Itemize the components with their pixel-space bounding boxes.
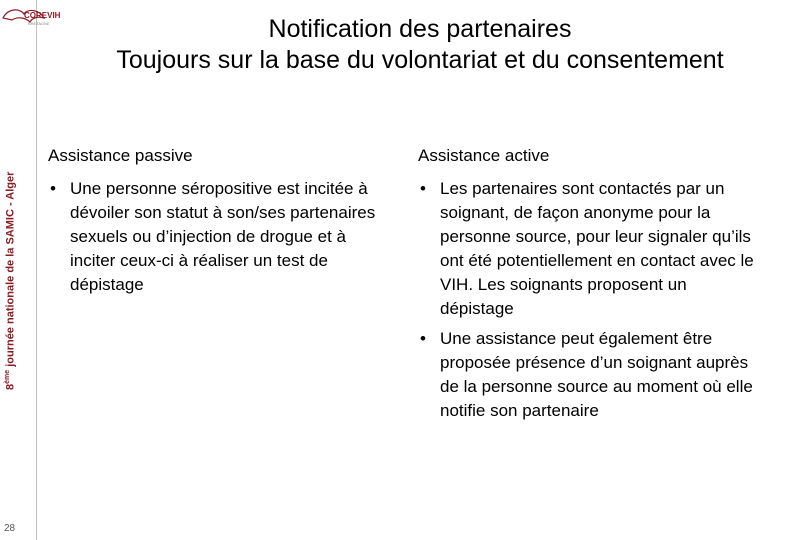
event-label-prefix: 8: [4, 383, 17, 390]
bullet-icon: •: [420, 329, 426, 348]
list-item-text: Une assistance peut également être proposée présence d’un soignant auprès de la personne source au moment où elle notifie son partenaire: [440, 329, 753, 420]
column-active: [418, 145, 758, 429]
svg-text:COREVIH: COREVIH: [24, 11, 61, 20]
bullet-list: [418, 177, 758, 423]
column-passive: [48, 145, 378, 303]
column-heading: Assistance active: [418, 146, 550, 165]
slide-title: [40, 14, 800, 76]
list-item: [418, 327, 758, 423]
bullet-list: [48, 177, 378, 297]
title-line-1: Notification des partenaires: [268, 15, 572, 43]
event-label-text: journée nationale de la SAMIC - Alger: [4, 171, 17, 370]
sidebar-divider: [36, 0, 37, 540]
bullet-icon: •: [420, 179, 426, 198]
list-item-text: Les partenaires sont contactés par un soignant, de façon anonyme pour la personne source, pour leur signaler qu’ils ont été potentiellement en contact avec le VIH. Les soignants proposent un dépistage: [440, 179, 754, 318]
event-label: [4, 172, 17, 390]
event-label-superscript: ème: [4, 369, 11, 384]
svg-text:BRETAGNE: BRETAGNE: [28, 21, 50, 26]
list-item: [48, 177, 378, 297]
column-heading: Assistance passive: [48, 146, 193, 165]
page-number: 28: [4, 523, 16, 534]
title-line-2: Toujours sur la base du volontariat et du consentement: [116, 46, 724, 74]
bullet-icon: •: [50, 179, 56, 198]
list-item: [418, 177, 758, 321]
list-item-text: Une personne séropositive est incitée à dévoiler son statut à son/ses partenaires sexuels ou d’injection de drogue et à inciter ceux-ci à réaliser un test de dépistage: [70, 179, 376, 294]
